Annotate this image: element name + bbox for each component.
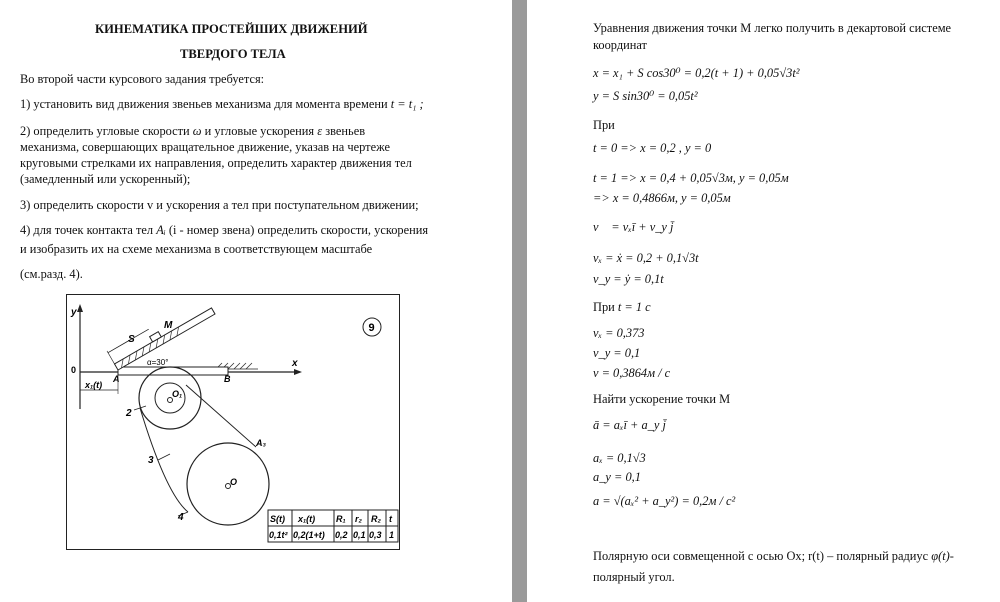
table-value-cell: 0,2: [335, 530, 348, 540]
table-value-cell: 0,2(1+t): [293, 530, 325, 540]
equation-y: y = S sin30⁰ = 0,05t²: [593, 89, 698, 103]
item-4-line-3: (см.разд. 4).: [20, 267, 83, 281]
table-header-cell: S(t): [270, 514, 285, 524]
right-page: [527, 0, 1000, 602]
label-O1: O₁: [172, 389, 183, 399]
equation-velocity-vector: v⃗ = vₓī + v_y j̄: [593, 220, 674, 234]
paragraph-2-line-2: полярный угол.: [593, 570, 675, 584]
label-S: S: [128, 334, 135, 345]
equation-v-value: v = 0,3864м / с: [593, 366, 671, 380]
table-value-cell: 1: [389, 530, 395, 540]
label-pri-1: При: [593, 118, 615, 132]
table-header-cell: t: [389, 514, 392, 524]
equation-acceleration-vector: ā = aₓī + a_y j̄: [593, 418, 666, 432]
mechanism-figure: [66, 294, 400, 550]
label-zero: 0: [71, 365, 77, 375]
item-1-text: 1) установить вид движения звеньев механизма для момента времени: [20, 97, 388, 111]
equation-vx: vₓ = ẋ = 0,2 + 0,1√3t: [593, 251, 699, 265]
item-1-math: t = t₁ ;: [390, 97, 424, 111]
item-2-line-3: круговыми стрелками их направления, определить характер движения тел: [20, 156, 412, 170]
label-M: M: [164, 320, 173, 331]
item-2-text-b: и угловые ускорения: [204, 124, 315, 138]
table-value-cell: 0,3: [369, 530, 382, 540]
belt-upper: [186, 385, 256, 447]
label-3: 3: [148, 455, 154, 466]
omega-symbol: ω: [192, 124, 202, 138]
figure-number: 9: [368, 322, 375, 334]
equation-x: x = x₁ + S cos30⁰ = 0,2(t + 1) + 0,05√3t²: [593, 66, 800, 80]
label-x: x: [292, 358, 298, 369]
table-value-cell: 0,1t²: [269, 530, 288, 540]
label-y: y: [71, 307, 77, 318]
label-A3: A₃: [256, 438, 266, 448]
label-alpha: α=30°: [147, 358, 169, 367]
item-2-text-a: 2) определить угловые скорости: [20, 124, 190, 138]
find-acceleration-text: Найти ускорение точки М: [593, 392, 731, 406]
equation-ay: a_y = 0,1: [593, 470, 641, 484]
plate-1: [118, 367, 228, 375]
equation-ax: aₓ = 0,1√3: [593, 451, 646, 465]
item-4-line-2: и изобразить их на схеме механизма в соответствующем масштабе: [20, 242, 373, 256]
title-line-1: КИНЕМАТИКА ПРОСТЕЙШИХ ДВИЖЕНИЙ: [95, 22, 368, 36]
label-O: O: [230, 477, 238, 487]
paragraph-1-line-1: Уравнения движения точки М легко получить в декартовой системе: [593, 21, 952, 35]
label-pri-2-text: При: [593, 300, 615, 314]
table-value-cell: 0,1: [353, 530, 366, 540]
label-2: 2: [126, 408, 132, 419]
equation-vy-value: v_y = 0,1: [593, 346, 641, 360]
item-1: [20, 97, 424, 112]
paragraph-2-math: φ(t): [931, 549, 950, 563]
item-4-math: Aᵢ: [156, 223, 166, 237]
x-axis-arrow: [294, 369, 302, 375]
item-4-line-1: [20, 223, 428, 238]
item-3: 3) определить скорости v и ускорения a тел при поступательном движении;: [20, 198, 419, 212]
y-axis-arrow: [77, 304, 83, 312]
item-4-text-b: (i - номер звена) определить скорости, ускорения: [168, 223, 429, 237]
paragraph-2-text-a: Полярную оси совмещенной с осью Ох; r(t) – полярный радиус: [593, 549, 929, 563]
label-x1t: x₁(t): [85, 380, 103, 390]
equation-t1-result: => x = 0,4866м, y = 0,05м: [593, 191, 731, 205]
equation-vy: v_y = ẏ = 0,1t: [593, 272, 664, 286]
paragraph-1-line-2: координат: [593, 38, 647, 52]
equation-t1: t = 1 => x = 0,4 + 0,05√3м, y = 0,05м: [593, 171, 789, 185]
table-header-cell: R₂: [371, 514, 381, 524]
table-header-cell: r₂: [355, 514, 362, 524]
table-header-cell: R₁: [336, 514, 346, 524]
equation-t0: t = 0 => x = 0,2 , y = 0: [593, 141, 712, 155]
paragraph-2-dash: -: [949, 549, 954, 563]
item-2-line-2: механизма, совершающих вращательное движение, указав на чертеже: [20, 140, 390, 154]
page-gap: [512, 0, 527, 602]
equation-vx-value: vₓ = 0,373: [593, 326, 645, 340]
intro-text: Во второй части курсового задания требуется:: [20, 72, 265, 86]
item-2-line-1: [20, 124, 365, 139]
epsilon-symbol: ε: [317, 124, 323, 138]
paragraph-2-line-1: [593, 549, 954, 564]
equation-a: a = √(aₓ² + a_y²) = 0,2м / с²: [593, 494, 736, 508]
item-2-text-c: звеньев: [325, 124, 366, 138]
item-2-line-4: (замедленный или ускоренный);: [20, 172, 191, 186]
item-4-text-a: 4) для точек контакта тел: [20, 223, 154, 237]
label-4: 4: [178, 512, 184, 523]
label-pri-2: [593, 300, 651, 315]
label-B: B: [224, 374, 231, 384]
label-pri-2-math: t = 1 c: [617, 300, 651, 314]
label-A: A: [113, 374, 120, 384]
data-table: [268, 510, 398, 542]
title-line-2: ТВЕРДОГО ТЕЛА: [180, 47, 286, 61]
table-header-cell: x₁(t): [298, 514, 316, 524]
